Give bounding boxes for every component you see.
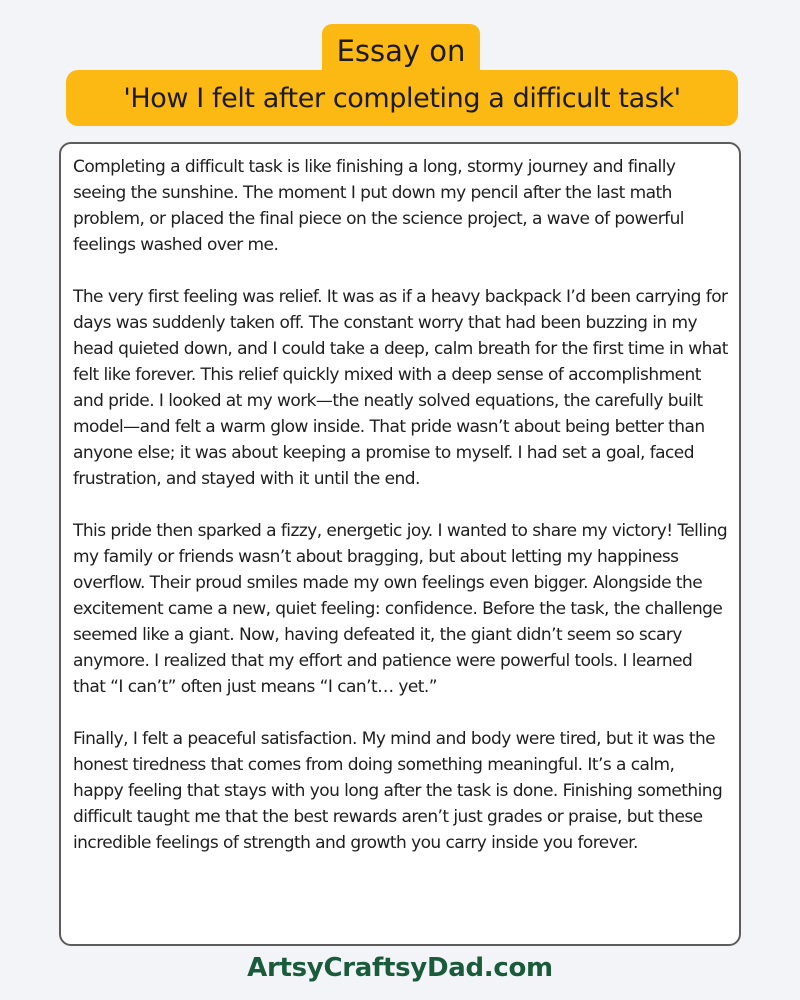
- title-top-label: Essay on: [322, 24, 480, 80]
- essay-paragraph-4: Finally, I felt a peaceful satisfaction. My mind and body were tired, but it was the honest tiredness that comes from doing something meaningful. It’s a calm, happy feeling that stays with you long after the task is done. Finishing something difficult taught me that the best rewards aren’t just grades or praise, but these incredible feelings of strength and growth you carry inside you forever.: [73, 729, 723, 853]
- essay-text-box: [59, 142, 741, 946]
- essay-paragraph-1: Completing a difficult task is like finishing a long, stormy journey and finally seeing the sunshine. The moment I put down my pencil after the last math problem, or placed the final piece on the science project, a wave of powerful feelings washed over me.: [73, 157, 684, 255]
- site-watermark: ArtsyCraftsyDad.com: [247, 953, 553, 983]
- essay-title: 'How I felt after completing a difficult task': [66, 70, 738, 126]
- essay-paragraph-3: This pride then sparked a fizzy, energetic joy. I wanted to share my victory! Telling my family or friends wasn’t about bragging, but about letting my happiness overflow. Their proud smiles made my own feelings even bigger. Alongside the excitement came a new, quiet feeling: confidence. Before the task, the challenge seemed like a giant. Now, having defeated it, the giant didn’t seem so scary anymore. I realized that my effort and patience were powerful tools. I learned that “I can’t” often just means “I can’t… yet.”: [73, 521, 728, 697]
- essay-paragraph-2: The very first feeling was relief. It was as if a heavy backpack I’d been carrying for days was suddenly taken off. The constant worry that had been buzzing in my head quieted down, and I could take a deep, calm breath for the first time in what felt like forever. This relief quickly mixed with a deep sense of accomplishment and pride. I looked at my work—the neatly solved equations, the carefully built model—and felt a warm glow inside. That pride wasn’t about being better than anyone else; it was about keeping a promise to myself. I had set a goal, faced frustration, and stayed with it until the end.: [73, 287, 728, 489]
